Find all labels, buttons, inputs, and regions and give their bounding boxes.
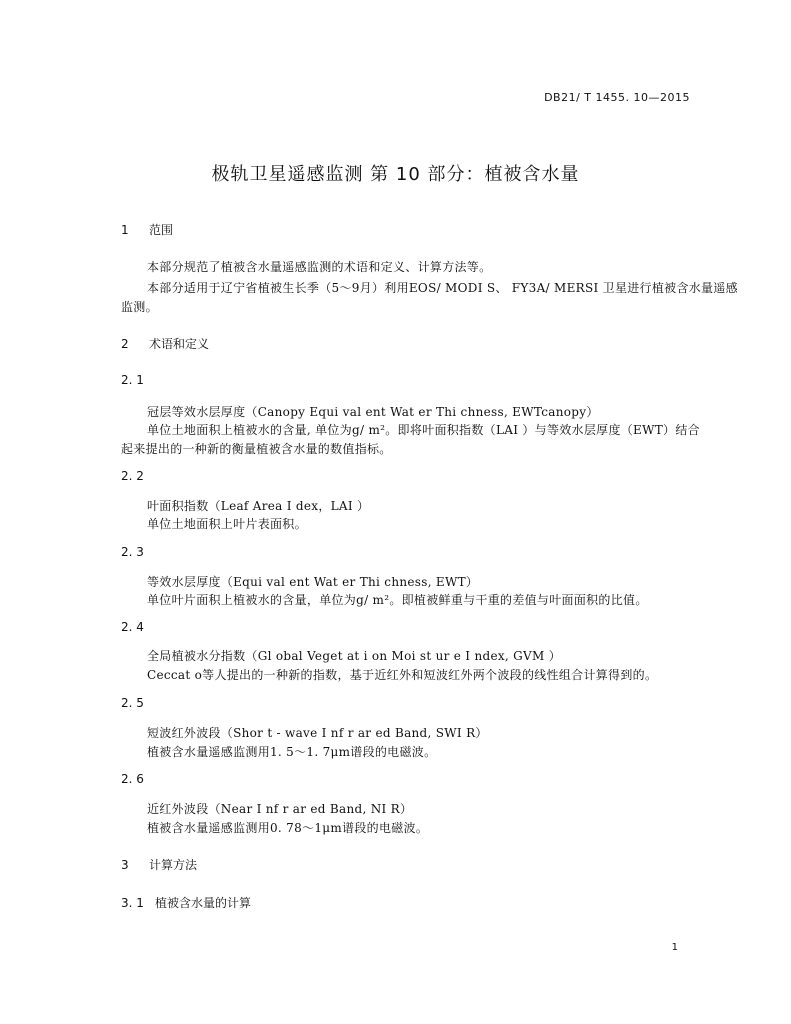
term-definition: Ceccat o等人提出的一种新的指数，基于近红外和短波红外两个波段的线性组合计算得到的。	[147, 668, 658, 682]
term-definition: 单位叶片面积上植被水的含量，单位为g/ m²。即植被鲜重与干重的差值与叶面面积的比值。	[147, 593, 648, 607]
section-number: 2	[121, 337, 129, 351]
term-definition: 植被含水量遥感监测用1. 5～1. 7μm谱段的电磁波。	[147, 745, 437, 759]
term-name: 短波红外波段（Shor t - wave I nf r ar ed Band, SWI R）	[147, 726, 488, 740]
term-number: 2. 5	[121, 696, 144, 710]
section-title: 计算方法	[149, 858, 198, 872]
term-definition: 单位土地面积上叶片表面积。	[147, 517, 307, 531]
term-number: 2. 1	[121, 373, 144, 387]
term-name: 等效水层厚度（Equi val ent Wat er Thi chness, EWT）	[147, 575, 479, 589]
section-title: 术语和定义	[149, 337, 210, 351]
term-number: 2. 4	[121, 620, 144, 634]
section-number: 3	[121, 858, 129, 872]
section-2-heading	[121, 335, 209, 352]
term-number: 2. 2	[121, 469, 144, 483]
section-3-heading	[121, 856, 197, 873]
document-title: 极轨卫星遥感监测 第 10 部分：植被含水量	[211, 164, 580, 185]
subsection-3-1-heading	[121, 894, 251, 911]
subsection-number: 3. 1	[121, 896, 144, 910]
term-name: 近红外波段（Near I nf r ar ed Band, NI R）	[147, 802, 413, 816]
term-name: 全局植被水分指数（Gl obal Veget at i on Moi st ur e I ndex, GVM ）	[147, 649, 562, 663]
section-1-heading	[121, 221, 173, 238]
paragraph-continuation: 监测。	[121, 300, 158, 314]
term-number: 2. 3	[121, 545, 144, 559]
paragraph: 本部分适用于辽宁省植被生长季（5～9月）利用EOS/ MODI S、 FY3A/ MERSI 卫星进行植被含水量遥感	[147, 281, 738, 295]
term-definition: 植被含水量遥感监测用0. 78～1μm谱段的电磁波。	[147, 821, 429, 835]
section-title: 范围	[149, 223, 174, 237]
term-name: 叶面积指数（Leaf Area I dex，LAI ）	[147, 499, 370, 513]
paragraph: 本部分规范了植被含水量遥感监测的术语和定义、计算方法等。	[147, 260, 492, 274]
term-definition-continuation: 起来提出的一种新的衡量植被含水量的数值指标。	[121, 442, 392, 456]
term-name: 冠层等效水层厚度（Canopy Equi val ent Wat er Thi chness, EWTcanopy）	[147, 405, 599, 419]
section-number: 1	[121, 223, 129, 237]
subsection-title: 植被含水量的计算	[155, 896, 252, 910]
standard-code: DB21/ T 1455. 10—2015	[544, 91, 690, 104]
term-number: 2. 6	[121, 772, 144, 786]
page-number: 1	[671, 942, 678, 953]
term-definition: 单位土地面积上植被水的含量, 单位为g/ m²。即将叶面积指数（LAI ）与等效水层厚度（EWT）结合	[147, 423, 700, 437]
